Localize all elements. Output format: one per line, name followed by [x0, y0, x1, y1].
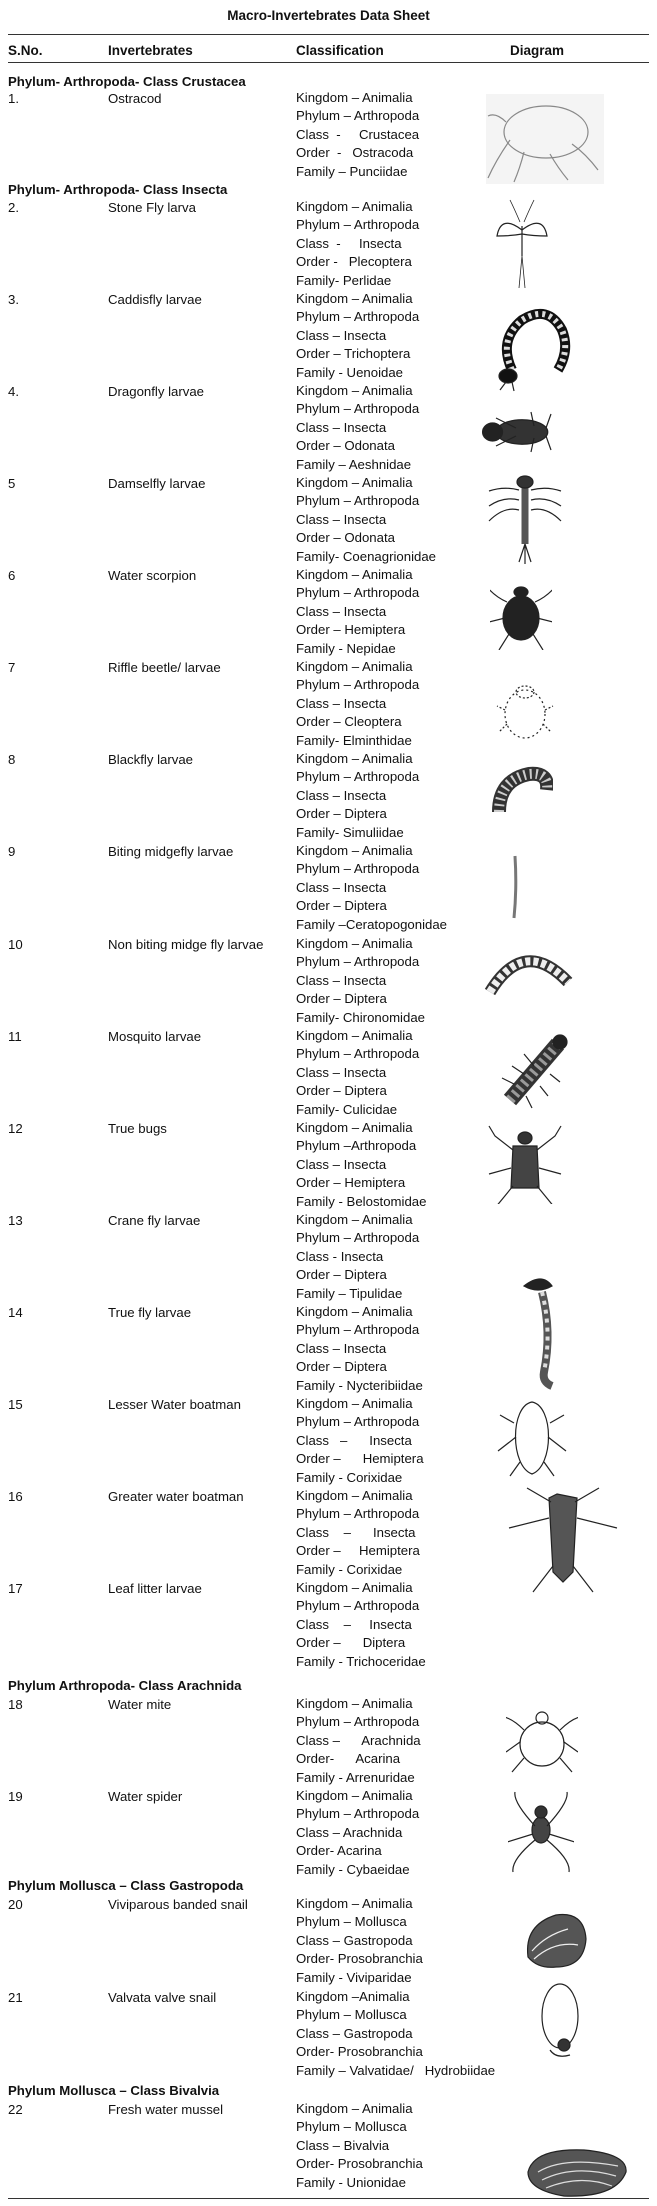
row-invertebrate-name: True fly larvae — [108, 1305, 192, 1320]
classification-line: Kingdom – Animalia — [296, 1212, 413, 1227]
header-invertebrates: Invertebrates — [108, 43, 193, 58]
row-invertebrate-name: Stone Fly larva — [108, 200, 196, 215]
classification-line: Order – Diptera — [296, 1359, 387, 1375]
row-classification — [296, 474, 436, 566]
row-classification — [296, 2100, 423, 2192]
classification-line: Phylum – Arthropoda — [296, 861, 420, 877]
classification-line: Phylum – Mollusca — [296, 2007, 407, 2023]
classification-line: Phylum – Arthropoda — [296, 1230, 420, 1246]
classification-line: Family - Nepidae — [296, 640, 396, 656]
chironomid-diagram — [484, 942, 574, 1000]
classification-line: Order – Cleoptera — [296, 714, 402, 730]
row-sno: 12 — [8, 1121, 23, 1136]
row-sno: 19 — [8, 1789, 23, 1804]
classification-line: Family – Aeshnidae — [296, 456, 412, 472]
classification-line: Phylum – Arthropoda — [296, 1414, 420, 1430]
row-classification — [296, 89, 419, 181]
row-classification — [296, 1787, 419, 1879]
classification-line: Family - Unionidae — [296, 2174, 406, 2190]
classification-line: Family- Perlidae — [296, 272, 392, 288]
true-bug-diagram — [488, 1120, 562, 1204]
header-rule — [8, 62, 649, 63]
water-spider-diagram — [508, 1782, 574, 1878]
mosquito-diagram — [494, 1030, 572, 1114]
classification-line: Phylum –Arthropoda — [296, 1138, 417, 1154]
classification-line: Kingdom – Animalia — [296, 1580, 413, 1595]
classification-line: Phylum – Arthropoda — [296, 585, 420, 601]
classification-line: Order – Hemiptera — [296, 1451, 424, 1467]
classification-line: Class – Insecta — [296, 879, 387, 895]
classification-line: Class – Insecta — [296, 1064, 387, 1080]
row-classification — [296, 935, 425, 1027]
classification-line: Class - Crustacea — [296, 126, 420, 142]
classification-line: Class – Insecta — [296, 1340, 387, 1356]
row-classification — [296, 1579, 426, 1671]
classification-line: Phylum – Arthropoda — [296, 1714, 420, 1730]
row-invertebrate-name: Lesser Water boatman — [108, 1397, 241, 1412]
row-sno: 16 — [8, 1489, 23, 1504]
true-fly-diagram — [512, 1272, 572, 1390]
classification-line: Phylum – Arthropoda — [296, 493, 420, 509]
classification-line: Order- Prosobranchia — [296, 1951, 423, 1967]
row-invertebrate-name: Non biting midge fly larvae — [108, 937, 264, 952]
classification-line: Class – Insecta — [296, 511, 387, 527]
classification-line: Family - Corixidae — [296, 1469, 403, 1485]
row-classification — [296, 1695, 421, 1787]
water-scorpion-diagram — [490, 574, 552, 650]
row-invertebrate-name: Ostracod — [108, 91, 162, 106]
row-sno: 15 — [8, 1397, 23, 1412]
row-classification — [296, 382, 419, 474]
row-sno: 20 — [8, 1897, 23, 1912]
row-invertebrate-name: Mosquito larvae — [108, 1029, 202, 1044]
row-sno: 18 — [8, 1697, 23, 1712]
row-sno: 8 — [8, 752, 16, 767]
riffle-beetle-diagram — [496, 672, 554, 748]
dragonfly-diagram — [476, 398, 568, 466]
classification-line: Order – Diptera — [296, 1083, 387, 1099]
classification-line: Kingdom – Animalia — [296, 1788, 413, 1803]
row-invertebrate-name: Greater water boatman — [108, 1489, 244, 1504]
classification-line: Order- Prosobranchia — [296, 2044, 423, 2060]
classification-line: Kingdom – Animalia — [296, 843, 413, 858]
row-invertebrate-name: True bugs — [108, 1121, 167, 1136]
classification-line: Family - Uenoidae — [296, 364, 404, 380]
banded-snail-diagram — [520, 1905, 592, 1975]
section-insecta: Phylum- Arthropoda- Class Insecta — [8, 182, 228, 197]
classification-line: Class – Arachnida — [296, 1824, 403, 1840]
classification-line: Order – Trichoptera — [296, 346, 411, 362]
row-classification — [296, 842, 447, 934]
classification-line: Family - Viviparidae — [296, 1969, 412, 1985]
classification-line: Order – Diptera — [296, 806, 387, 822]
classification-line: Order – Diptera — [296, 898, 387, 914]
classification-line: Family- Elminthidae — [296, 732, 412, 748]
classification-line: Kingdom – Animalia — [296, 1488, 413, 1503]
row-sno: 5 — [8, 476, 16, 491]
row-invertebrate-name: Damselfly larvae — [108, 476, 206, 491]
classification-line: Class – Gastropoda — [296, 2025, 413, 2041]
row-invertebrate-name: Fresh water mussel — [108, 2102, 224, 2117]
row-classification — [296, 290, 419, 382]
classification-line: Phylum – Arthropoda — [296, 1506, 420, 1522]
row-sno: 21 — [8, 1990, 23, 2005]
row-sno: 10 — [8, 937, 23, 952]
classification-line: Family - Nycteribiidae — [296, 1377, 423, 1393]
row-classification — [296, 1895, 423, 1987]
classification-line: Kingdom – Animalia — [296, 567, 413, 582]
classification-line: Class – Insecta — [296, 695, 387, 711]
classification-line: Phylum – Arthropoda — [296, 217, 420, 233]
classification-line: Family- Simuliidae — [296, 824, 404, 840]
classification-line: Class – Insecta — [296, 787, 387, 803]
classification-line: Class – Arachnida — [296, 1732, 421, 1748]
top-rule — [8, 34, 649, 35]
water-mite-diagram — [506, 1694, 578, 1778]
row-sno: 3. — [8, 292, 19, 307]
classification-line: Class - Insecta — [296, 1248, 384, 1264]
classification-line: Class – Insecta — [296, 419, 387, 435]
classification-line: Order - Plecoptera — [296, 254, 412, 270]
row-classification — [296, 566, 419, 658]
classification-line: Kingdom –Animalia — [296, 1989, 410, 2004]
row-sno: 1. — [8, 91, 19, 106]
row-classification — [296, 1303, 423, 1395]
biting-midge-diagram — [505, 852, 525, 922]
classification-line: Class – Insecta — [296, 603, 387, 619]
classification-line: Kingdom – Animalia — [296, 1396, 413, 1411]
row-invertebrate-name: Water scorpion — [108, 568, 197, 583]
classification-line: Order - Ostracoda — [296, 145, 414, 161]
bottom-rule — [8, 2198, 649, 2199]
blackfly-diagram — [489, 764, 553, 822]
row-classification — [296, 1119, 426, 1211]
classification-line: Family- Culicidae — [296, 1101, 398, 1117]
lesser-boatman-diagram — [494, 1392, 570, 1482]
row-sno: 17 — [8, 1581, 23, 1596]
row-sno: 4. — [8, 384, 19, 399]
mussel-diagram — [524, 2144, 632, 2200]
classification-line: Order- Acarina — [296, 1843, 382, 1859]
classification-line: Phylum – Arthropoda — [296, 1598, 420, 1614]
classification-line: Class – Insecta — [296, 1432, 412, 1448]
row-sno: 22 — [8, 2102, 23, 2117]
classification-line: Order – Odonata — [296, 438, 395, 454]
classification-line: Class – Bivalvia — [296, 2137, 390, 2153]
row-classification — [296, 1487, 420, 1579]
classification-line: Kingdom – Animalia — [296, 1304, 413, 1319]
classification-line: Family - Belostomidae — [296, 1193, 427, 1209]
header-classification: Classification — [296, 43, 384, 58]
row-sno: 11 — [8, 1029, 22, 1044]
classification-line: Class – Insecta — [296, 1524, 416, 1540]
row-sno: 7 — [8, 660, 16, 675]
classification-line: Kingdom – Animalia — [296, 383, 413, 398]
classification-line: Family – Valvatidae/ Hydrobiidae — [296, 2062, 496, 2078]
row-invertebrate-name: Water mite — [108, 1697, 172, 1712]
ostracod-diagram — [480, 92, 610, 188]
row-sno: 13 — [8, 1213, 23, 1228]
classification-line: Class - Insecta — [296, 235, 402, 251]
classification-line: Class – Insecta — [296, 1156, 387, 1172]
classification-line: Order – Diptera — [296, 1267, 387, 1283]
classification-line: Family – Tipulidae — [296, 1285, 403, 1301]
classification-line: Family - Trichoceridae — [296, 1653, 426, 1669]
row-classification — [296, 1988, 495, 2080]
classification-line: Order- Acarina — [296, 1751, 401, 1767]
classification-line: Class – Insecta — [296, 1616, 412, 1632]
greater-boatman-diagram — [507, 1478, 619, 1602]
row-sno: 9 — [8, 844, 16, 859]
row-invertebrate-name: Viviparous banded snail — [108, 1897, 248, 1912]
classification-line: Phylum – Arthropoda — [296, 309, 420, 325]
classification-line: Phylum – Arthropoda — [296, 677, 420, 693]
valvata-snail-diagram — [537, 1975, 583, 2065]
row-classification — [296, 658, 419, 750]
classification-line: Kingdom – Animalia — [296, 199, 413, 214]
classification-line: Order – Hemiptera — [296, 1543, 420, 1559]
row-classification — [296, 1211, 419, 1303]
row-classification — [296, 198, 419, 290]
section-gastropoda: Phylum Mollusca – Class Gastropoda — [8, 1878, 244, 1893]
classification-line: Family - Corixidae — [296, 1561, 403, 1577]
classification-line: Family – Punciidae — [296, 163, 408, 179]
section-arachnida: Phylum Arthropoda- Class Arachnida — [8, 1678, 242, 1693]
classification-line: Family –Ceratopogonidae — [296, 916, 448, 932]
row-invertebrate-name: Valvata valve snail — [108, 1990, 217, 2005]
classification-line: Kingdom – Animalia — [296, 2101, 413, 2116]
classification-line: Phylum – Arthropoda — [296, 1806, 420, 1822]
row-sno: 2. — [8, 200, 19, 215]
classification-line: Kingdom – Animalia — [296, 659, 413, 674]
classification-line: Phylum – Arthropoda — [296, 769, 420, 785]
classification-line: Phylum – Arthropoda — [296, 1046, 420, 1062]
classification-line: Class – Gastropoda — [296, 1932, 413, 1948]
classification-line: Phylum – Arthropoda — [296, 401, 420, 417]
classification-line: Order – Odonata — [296, 530, 395, 546]
row-invertebrate-name: Biting midgefly larvae — [108, 844, 234, 859]
row-invertebrate-name: Riffle beetle/ larvae — [108, 660, 221, 675]
classification-line: Kingdom – Animalia — [296, 751, 413, 766]
classification-line: Phylum – Arthropoda — [296, 1322, 420, 1338]
classification-line: Kingdom – Animalia — [296, 1696, 413, 1711]
section-crustacea: Phylum- Arthropoda- Class Crustacea — [8, 74, 246, 89]
classification-line: Kingdom – Animalia — [296, 936, 413, 951]
classification-line: Family- Chironomidae — [296, 1009, 425, 1025]
row-invertebrate-name: Water spider — [108, 1789, 183, 1804]
classification-line: Order- Prosobranchia — [296, 2156, 423, 2172]
row-invertebrate-name: Crane fly larvae — [108, 1213, 201, 1228]
row-invertebrate-name: Leaf litter larvae — [108, 1581, 202, 1596]
classification-line: Kingdom – Animalia — [296, 1120, 413, 1135]
damselfly-diagram — [482, 470, 568, 566]
header-sno: S.No. — [8, 43, 43, 58]
row-invertebrate-name: Dragonfly larvae — [108, 384, 205, 399]
classification-line: Phylum – Arthropoda — [296, 108, 420, 124]
classification-line: Kingdom – Animalia — [296, 291, 413, 306]
classification-line: Order – Hemiptera — [296, 1175, 406, 1191]
classification-line: Phylum – Mollusca — [296, 1914, 407, 1930]
row-classification — [296, 1395, 424, 1487]
classification-line: Order – Diptera — [296, 991, 387, 1007]
classification-line: Family - Arrenuridae — [296, 1769, 415, 1785]
row-sno: 6 — [8, 568, 16, 583]
classification-line: Phylum – Arthropoda — [296, 954, 420, 970]
classification-line: Family - Cybaeidae — [296, 1861, 410, 1877]
classification-line: Kingdom – Animalia — [296, 1896, 413, 1911]
stonefly-diagram — [493, 196, 551, 292]
classification-line: Order – Diptera — [296, 1635, 406, 1651]
row-sno: 14 — [8, 1305, 23, 1320]
classification-line: Class – Insecta — [296, 327, 387, 343]
classification-line: Kingdom – Animalia — [296, 1028, 413, 1043]
classification-line: Order – Hemiptera — [296, 622, 406, 638]
section-bivalvia: Phylum Mollusca – Class Bivalvia — [8, 2083, 220, 2098]
classification-line: Family- Coenagrionidae — [296, 548, 437, 564]
row-classification — [296, 750, 419, 842]
row-invertebrate-name: Caddisfly larvae — [108, 292, 202, 307]
classification-line: Class – Insecta — [296, 972, 387, 988]
classification-line: Phylum – Mollusca — [296, 2119, 407, 2135]
row-classification — [296, 1027, 419, 1119]
caddisfly-diagram — [492, 300, 572, 392]
classification-line: Kingdom – Animalia — [296, 90, 413, 105]
sheet-title: Macro-Invertebrates Data Sheet — [227, 8, 430, 23]
row-invertebrate-name: Blackfly larvae — [108, 752, 194, 767]
header-diagram: Diagram — [510, 43, 565, 58]
classification-line: Kingdom – Animalia — [296, 475, 413, 490]
